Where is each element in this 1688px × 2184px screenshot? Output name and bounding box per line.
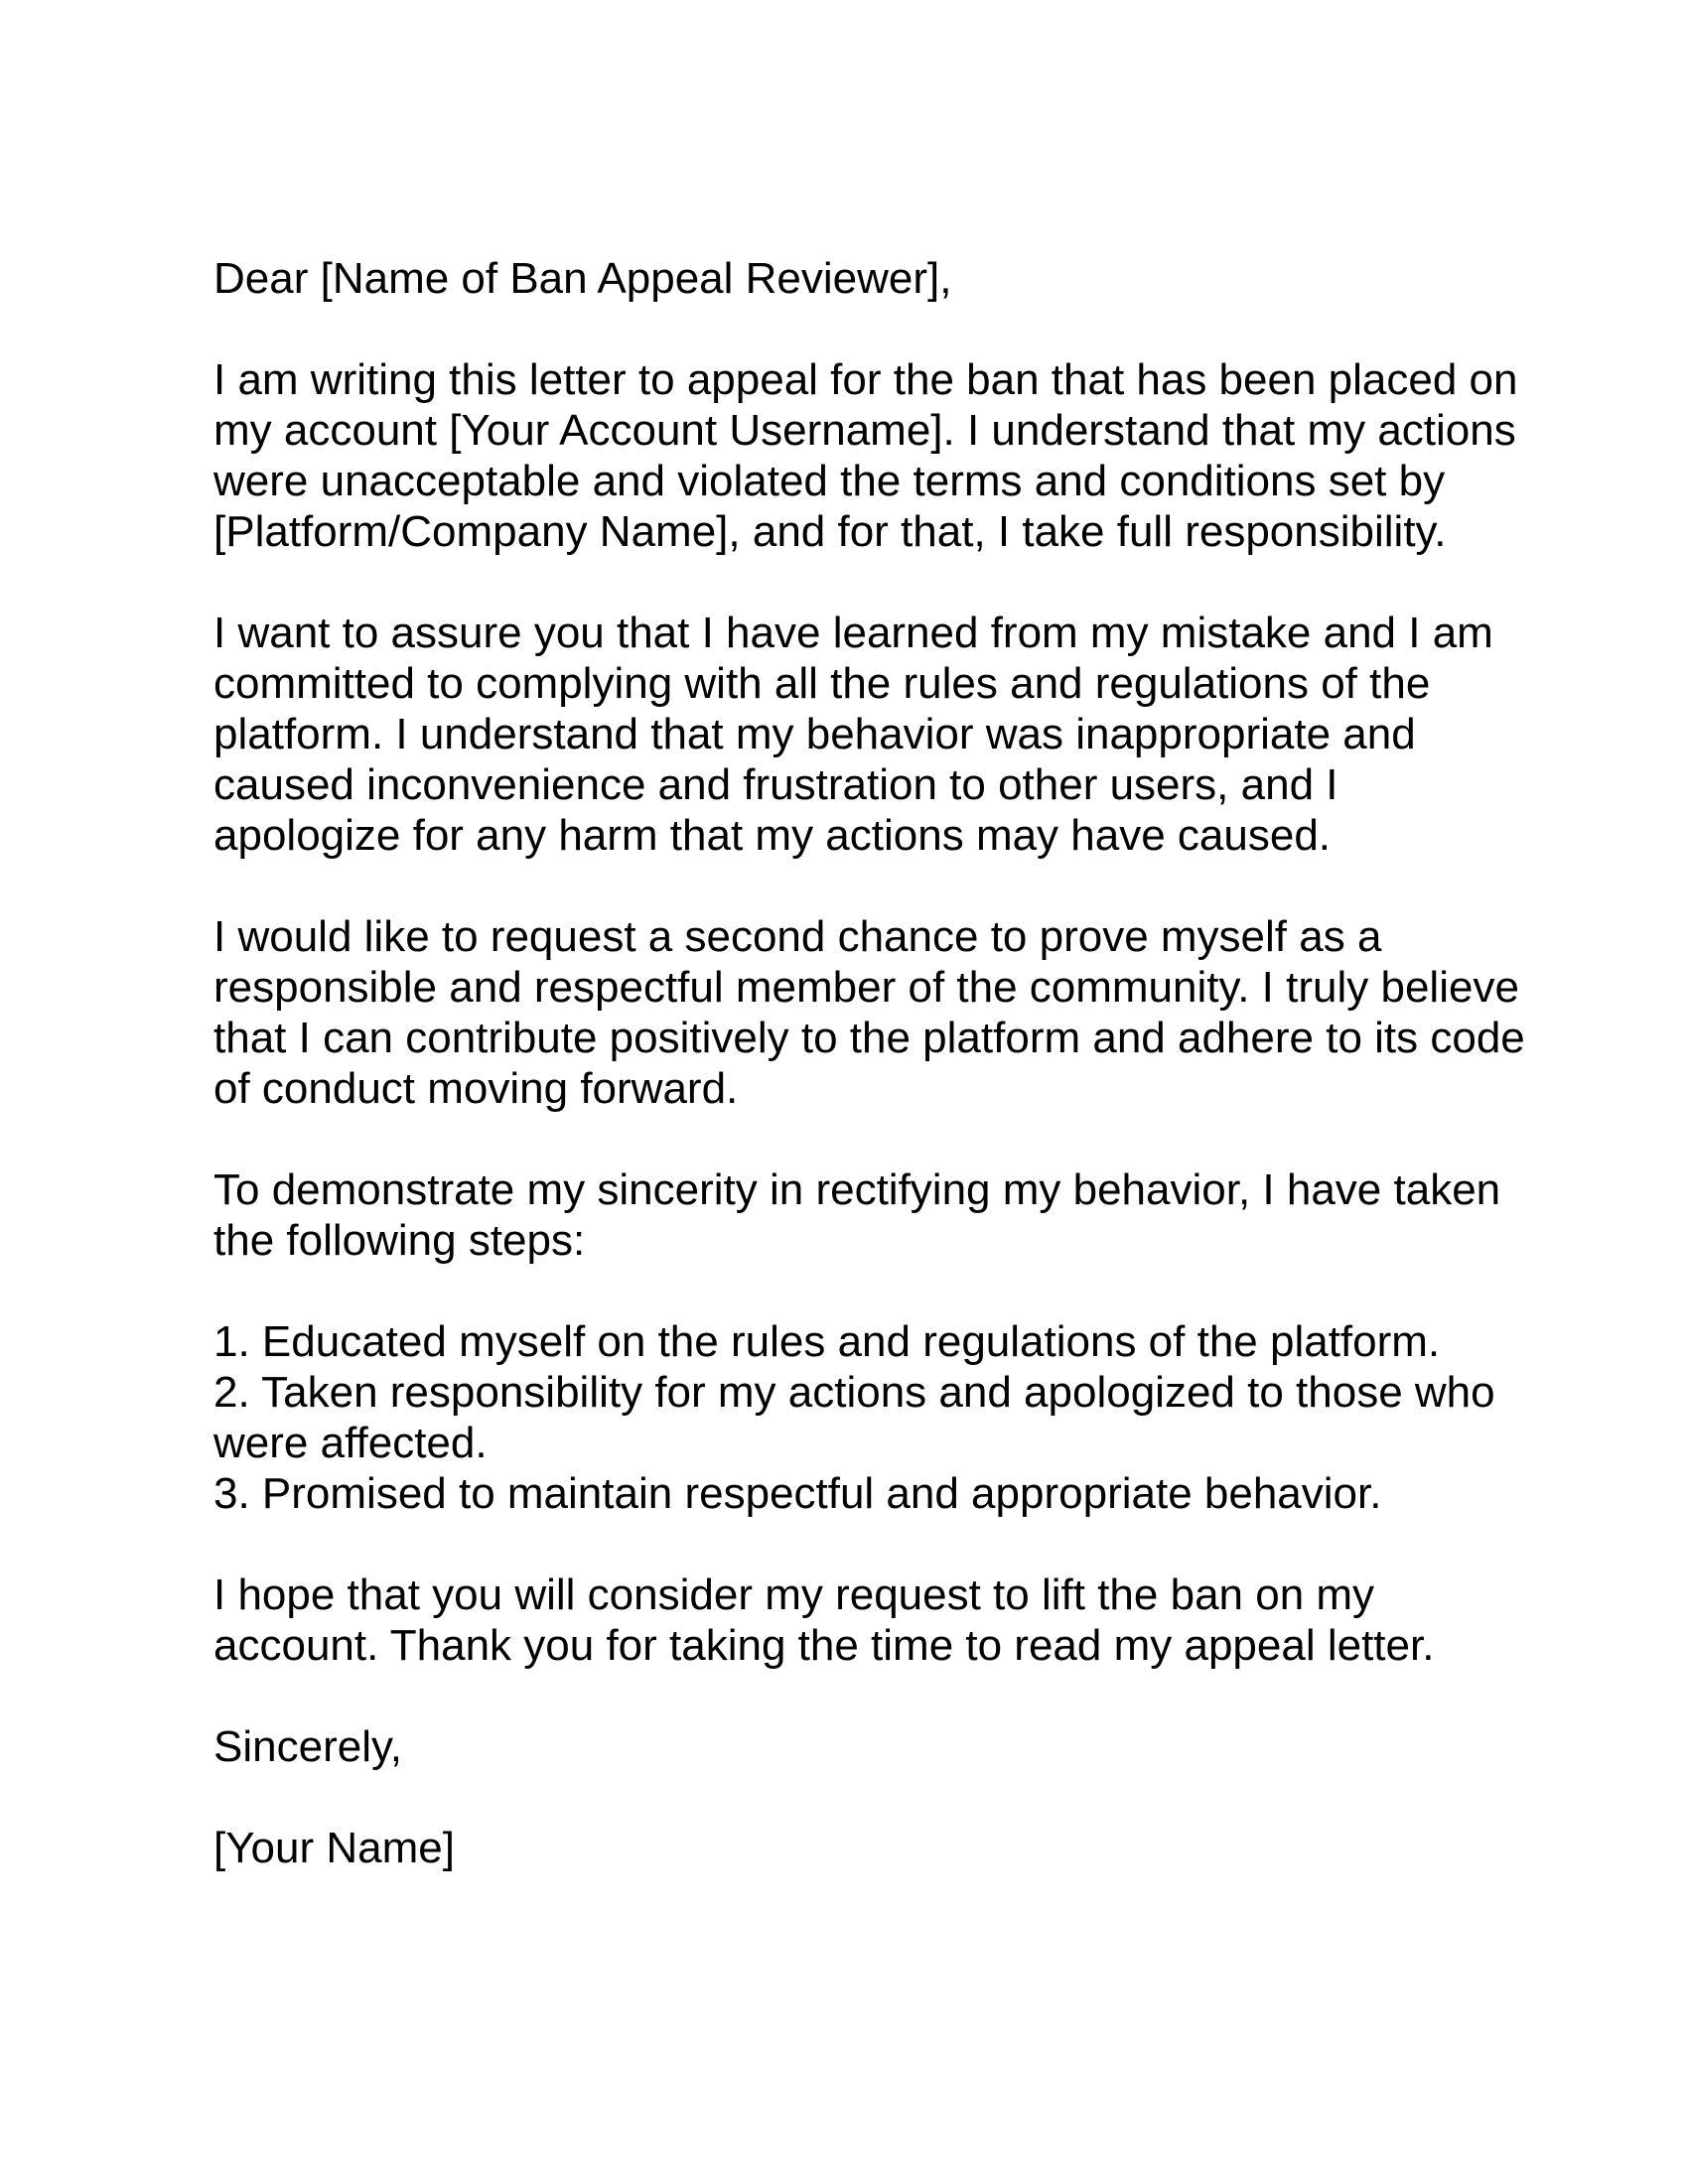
paragraph-5 xyxy=(213,1570,1544,1671)
paragraph-gap xyxy=(213,557,1544,608)
paragraph-line: that I can contribute positively to the platform and adhere to its code xyxy=(213,1014,1525,1062)
closing: Sincerely, xyxy=(213,1722,402,1771)
paragraph-line: committed to complying with all the rules and regulations of the xyxy=(213,659,1431,708)
paragraph-line: of conduct moving forward. xyxy=(213,1064,739,1113)
paragraph-gap xyxy=(213,1519,1544,1570)
paragraph-2 xyxy=(213,608,1544,861)
paragraph-line: my account [Your Account Username]. I understand that my actions xyxy=(213,406,1516,455)
paragraph-line: platform. I understand that my behavior was inappropriate and xyxy=(213,710,1416,758)
list-item: 1. Educated myself on the rules and regulations of the platform. xyxy=(213,1317,1441,1366)
paragraph-line: I am writing this letter to appeal for the ban that has been placed on xyxy=(213,355,1518,404)
steps-list xyxy=(213,1316,1544,1519)
paragraph-gap xyxy=(213,1772,1544,1823)
paragraph-line: [Platform/Company Name], and for that, I take full responsibility. xyxy=(213,507,1447,556)
paragraph-gap xyxy=(213,1266,1544,1316)
paragraph-line: caused inconvenience and frustration to other users, and I xyxy=(213,760,1338,809)
paragraph-1 xyxy=(213,354,1544,557)
paragraph-line: responsible and respectful member of the community. I truly believe xyxy=(213,963,1519,1012)
paragraph-gap xyxy=(213,861,1544,911)
paragraph-line: I want to assure you that I have learned from my mistake and I am xyxy=(213,609,1493,657)
paragraph-line: the following steps: xyxy=(213,1216,586,1265)
list-item: 3. Promised to maintain respectful and appropriate behavior. xyxy=(213,1469,1382,1518)
paragraph-line: I hope that you will consider my request to lift the ban on my xyxy=(213,1570,1375,1619)
paragraph-line: apologize for any harm that my actions may have caused. xyxy=(213,811,1332,860)
paragraph-line: To demonstrate my sincerity in rectifying my behavior, I have taken xyxy=(213,1165,1501,1214)
paragraph-3 xyxy=(213,911,1544,1114)
paragraph-4 xyxy=(213,1164,1544,1266)
paragraph-gap xyxy=(213,304,1544,354)
salutation: Dear [Name of Ban Appeal Reviewer], xyxy=(213,254,952,303)
paragraph-gap xyxy=(213,1671,1544,1721)
paragraph-line: were unacceptable and violated the terms and conditions set by xyxy=(213,457,1446,505)
paragraph-gap xyxy=(213,1114,1544,1164)
paragraph-line: account. Thank you for taking the time to read my appeal letter. xyxy=(213,1621,1435,1670)
list-item: were affected. xyxy=(213,1419,488,1467)
paragraph-line: I would like to request a second chance to prove myself as a xyxy=(213,912,1382,961)
list-item: 2. Taken responsibility for my actions and apologized to those who xyxy=(213,1368,1495,1417)
signature: [Your Name] xyxy=(213,1824,455,1872)
appeal-letter xyxy=(213,253,1544,1873)
